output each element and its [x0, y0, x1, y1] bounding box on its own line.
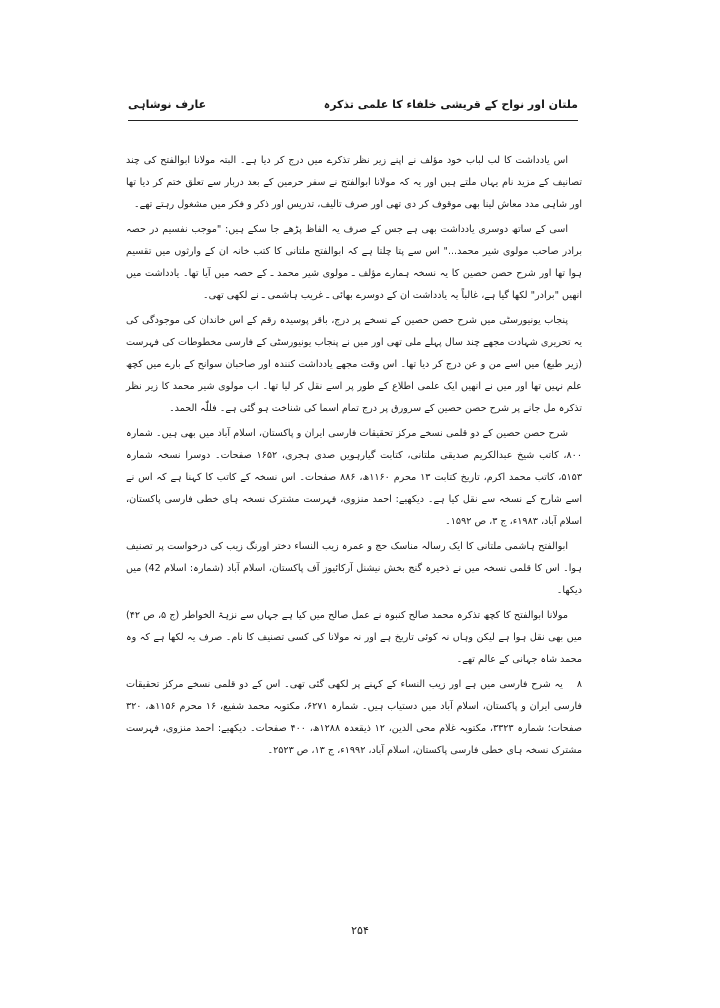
paragraph: ابوالفتح ہاشمی ملتانی کا ایک رسالہ مناسک حج و عمرہ زیب النساء دختر اورنگ زیب کی درخواست پر تصنیف ہوا۔ اس کا قلمی نسخہ میں نے ذخیرہ گنج بخش نیشنل آرکائیوز آف پاکستان، اسلام آباد (شمارہ: اسلام 42) میں دیکھا۔	[126, 541, 582, 596]
main-text	[126, 150, 582, 765]
footnote	[126, 674, 582, 762]
paragraph: شرح حصن حصین کے دو قلمی نسخے مرکز تحقیقات فارسی ایران و پاکستان، اسلام آباد میں بھی ہیں۔ شمارہ ۸۰۰، کاتب شیخ عبدالکریم صدیقی ملتانی، کتابت گیارہویں صدی ہجری، ۱۶۵۲ صفحات۔ دوسرا نسخہ شمارہ ۵۱۵۳، کاتب محمد اکرم، تاریخ کتابت ۱۳ محرم ۱۱۶۰ھ، ۸۸۶ صفحات۔ اس نسخہ کے کاتب کا کہنا ہے کہ اس نے اسے شارح کے نسخہ سے نقل کیا ہے۔ دیکھیے: احمد منزوی، فہرست مشترک نسخہ ہای خطی فارسی پاکستان، اسلام آباد، ۱۹۸۳ء، ج ۳، ص ۱۵۹۲۔	[126, 428, 582, 527]
footnote-number: ۸	[576, 679, 582, 690]
paragraph: اسی کے ساتھ دوسری یادداشت بھی ہے جس کے صرف یہ الفاظ پڑھے جا سکے ہیں: "موجب نفسیم در حصہ برادر صاحب مولوی شیر محمد..." اس سے پتا چلتا ہے کہ ابوالفتح ملتانی کا کتب خانہ ان کے وارثوں میں تقسیم ہوا تھا اور شرح حصن حصین کا یہ نسخہ ہمارے مؤلف ـ مولوی شیر محمد ـ کے حصہ میں آیا تھا۔ یادداشت میں انھیں "برادر" لکھا گیا ہے، غالباً یہ یادداشت ان کے دوسرے بھائی ـ غریب ہاشمی ـ نے لکھی تھی۔	[126, 224, 582, 301]
footnote-text: یہ شرح فارسی میں ہے اور زیب النساء کے کہنے پر لکھی گئی تھی۔ اس کے دو قلمی نسخے مرکز تحقیقات فارسی ایران و پاکستان، اسلام آباد میں دستیاب ہیں۔ شمارہ ۶۲۷۱، مکتوبہ محمد شفیع، ۱۶ محرم ۱۱۵۶ھ، ۳۲۰ صفحات؛ شمارہ ۳۳۲۳، مکتوبہ غلام محی الدین، ۱۲ ذیقعدہ ۱۲۸۸ھ، ۴۰۰ صفحات۔ دیکھیے: احمد منزوی، فہرست مشترک نسخہ ہای خطی فارسی پاکستان، اسلام آباد، ۱۹۹۲ء، ج ۱۳، ص ۲۵۲۳۔	[126, 679, 582, 756]
header-author: عارف نوشاہی	[128, 98, 207, 111]
paragraph: مولانا ابوالفتح کا کچھ تذکرہ محمد صالح کنبوہ نے عمل صالح میں کیا ہے جہاں سے نزہۃ الخواطر (ج ۵، ص ۴۲) میں بھی نقل ہوا ہے لیکن وہاں نہ کوئی تاریخ ہے اور نہ مولانا کی کسی تصنیف کا نام۔ صرف یہ لکھا ہے کہ وہ محمد شاہ جہانی کے عالم تھے۔	[126, 610, 582, 665]
paragraph: اس یادداشت کا لب لباب خود مؤلف نے اپنے زیر نظر تذکرے میں درج کر دیا ہے۔ البتہ مولانا ابوالفتح کی چند تصانیف کے مزید نام یہاں ملتے ہیں اور یہ کہ مولانا ابوالفتح نے سفر حرمین کے بعد دربار سے تعلق ختم کر دیا تھا اور شاہی مدد معاش لینا بھی موقوف کر دی تھی اور صرف تالیف، تدریس اور ذکر و فکر میں مشغول رہتے تھے۔	[126, 155, 582, 210]
header-title: ملتان اور نواح کے قریشی خلفاء کا علمی تذکرہ	[323, 98, 578, 111]
running-header	[128, 98, 578, 121]
page-number: ۲۵۴	[351, 924, 369, 937]
paragraph: پنجاب یونیورسٹی میں شرح حصن حصین کے نسخے پر درج، باقر پوسیدہ رقم کے اس خاندان کی موجودگی کی یہ تحریری شہادت مجھے چند سال پہلے ملی تھی اور میں نے پنجاب یونیورسٹی کے فارسی مخطوطات کی فہرست (زیر طبع) میں اسے من و عن درج کر دیا تھا۔ اس وقت مجھے یادداشت کنندہ اور صاحبان سوانح کے بارے میں کچھ علم نہیں تھا اور میں نے انھیں ایک علمی اطلاع کے طور پر اسے نقل کر لیا تھا۔ اب مولوی شیر محمد کا زیر نظر تذکرہ مل جانے پر شرح حصن حصین کے سرورق پر درج تمام اسما کی شناخت ہو گئی ہے۔ فللّٰہ الحمد۔	[126, 315, 582, 414]
